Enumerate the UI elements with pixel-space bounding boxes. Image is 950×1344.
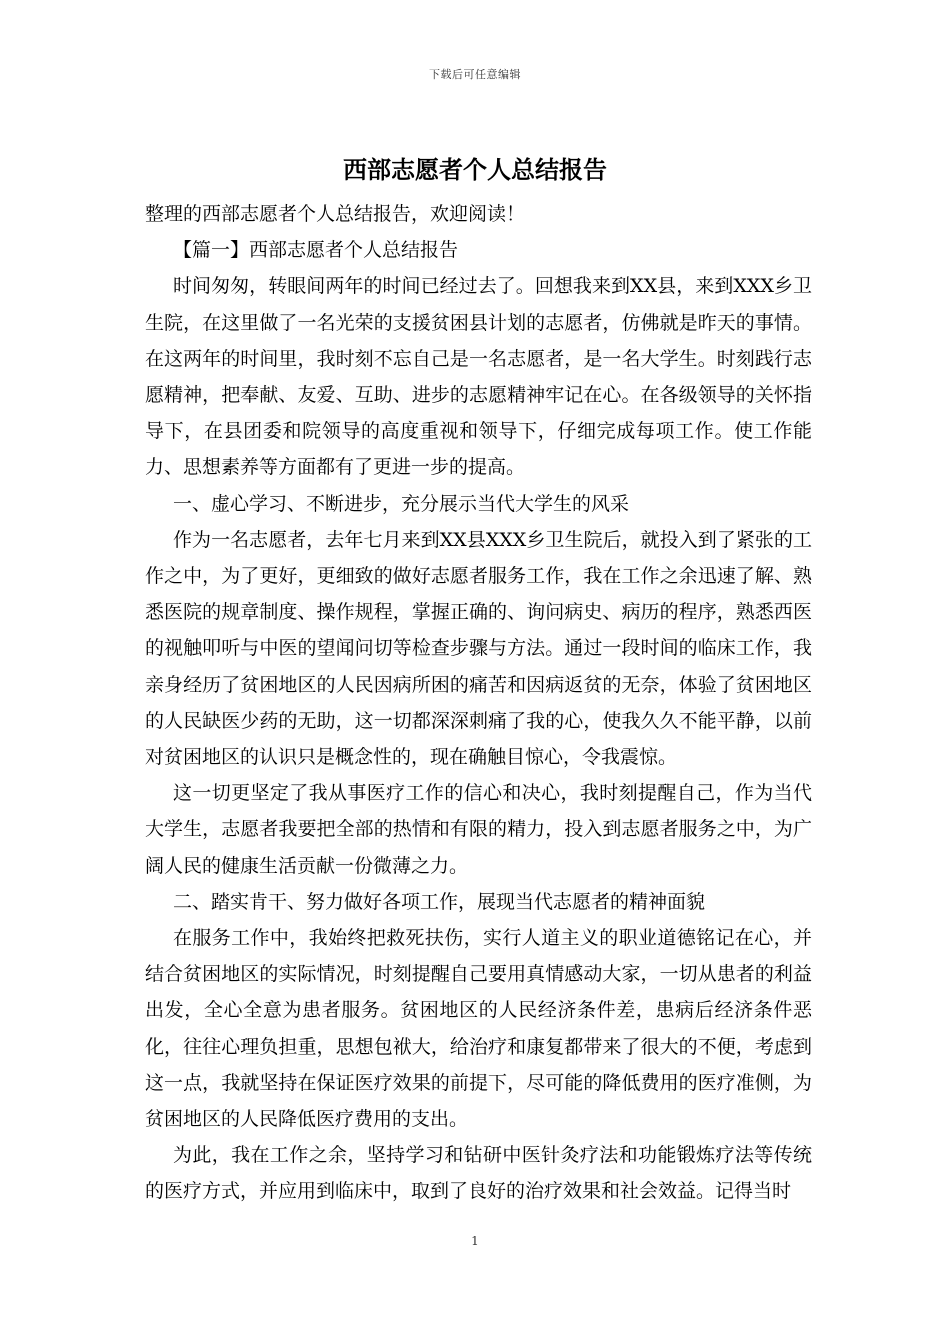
section-heading-part-one: 【篇一】西部志愿者个人总结报告 xyxy=(173,239,459,262)
section-heading: 二、踏实肯干、努力做好各项工作，展现当代志愿者的精神面貌 xyxy=(173,890,706,913)
section-heading: 一、虚心学习、不断进步，充分展示当代大学生的风采 xyxy=(173,492,630,515)
page-number: 1 xyxy=(471,1234,479,1248)
body-paragraph: 在服务工作中，我始终把救死扶伤，实行人道主义的职业道德铭记在心，并结合贫困地区的实际情况，时刻提醒自己要用真情感动大家，一切从患者的利益出发，全心全意为患者服务。贫困地区的人民经济条件差，患病后经济条件恶化，往往心理负担重，思想包袱大，给治疗和康复都带来了很大的不便，考虑到这一点，我就坚持在保证医疗效果的前提下，尽可能的降低费用的医疗准侧，为贫困地区的人民降低医疗费用的支出。 xyxy=(145,927,812,1131)
body-paragraph: 这一切更坚定了我从事医疗工作的信心和决心，我时刻提醒自己，作为当代大学生，志愿者我要把全部的热情和有限的精力，投入到志愿者服务之中，为广阔人民的健康生活贡献一份微薄之力。 xyxy=(145,782,812,877)
document-title: 西部志愿者个人总结报告 xyxy=(343,155,607,184)
body-paragraph: 为此，我在工作之余，坚持学习和钻研中医针灸疗法和功能锻炼疗法等传统的医疗方式，并应用到临床中，取到了良好的治疗效果和社会效益。记得当时 xyxy=(145,1144,812,1203)
document-body xyxy=(145,196,812,1210)
body-paragraph: 作为一名志愿者，去年七月来到XX县XXX乡卫生院后，就投入到了紧张的工作之中，为了更好，更细致的做好志愿者服务工作，我在工作之余迅速了解、熟悉医院的规章制度、操作规程，掌握正确的、询问病史、病历的程序，熟悉西医的视触叩听与中医的望闻问切等检查步骤与方法。通过一段时间的临床工作，我亲身经历了贫困地区的人民因病所困的痛苦和因病返贫的无奈，体验了贫困地区的人民缺医少药的无助，这一切都深深刺痛了我的心，使我久久不能平静，以前对贫困地区的认识只是概念性的，现在确触目惊心，令我震惊。 xyxy=(145,528,812,769)
intro-paragraph: 整理的西部志愿者个人总结报告，欢迎阅读！ xyxy=(145,203,526,225)
page-header-note: 下载后可任意编辑 xyxy=(429,68,521,81)
body-paragraph: 时间匆匆，转眼间两年的时间已经过去了。回想我来到XX县，来到XXX乡卫生院，在这里做了一名光荣的支援贫困县计划的志愿者，仿佛就是昨天的事情。在这两年的时间里，我时刻不忘自己是一名志愿者，是一名大学生。时刻践行志愿精神，把奉献、友爱、互助、进步的志愿精神牢记在心。在各级领导的关怀指导下，在县团委和院领导的高度重视和领导下，仔细完成每项工作。使工作能力、思想素养等方面都有了更进一步的提高。 xyxy=(145,275,812,479)
